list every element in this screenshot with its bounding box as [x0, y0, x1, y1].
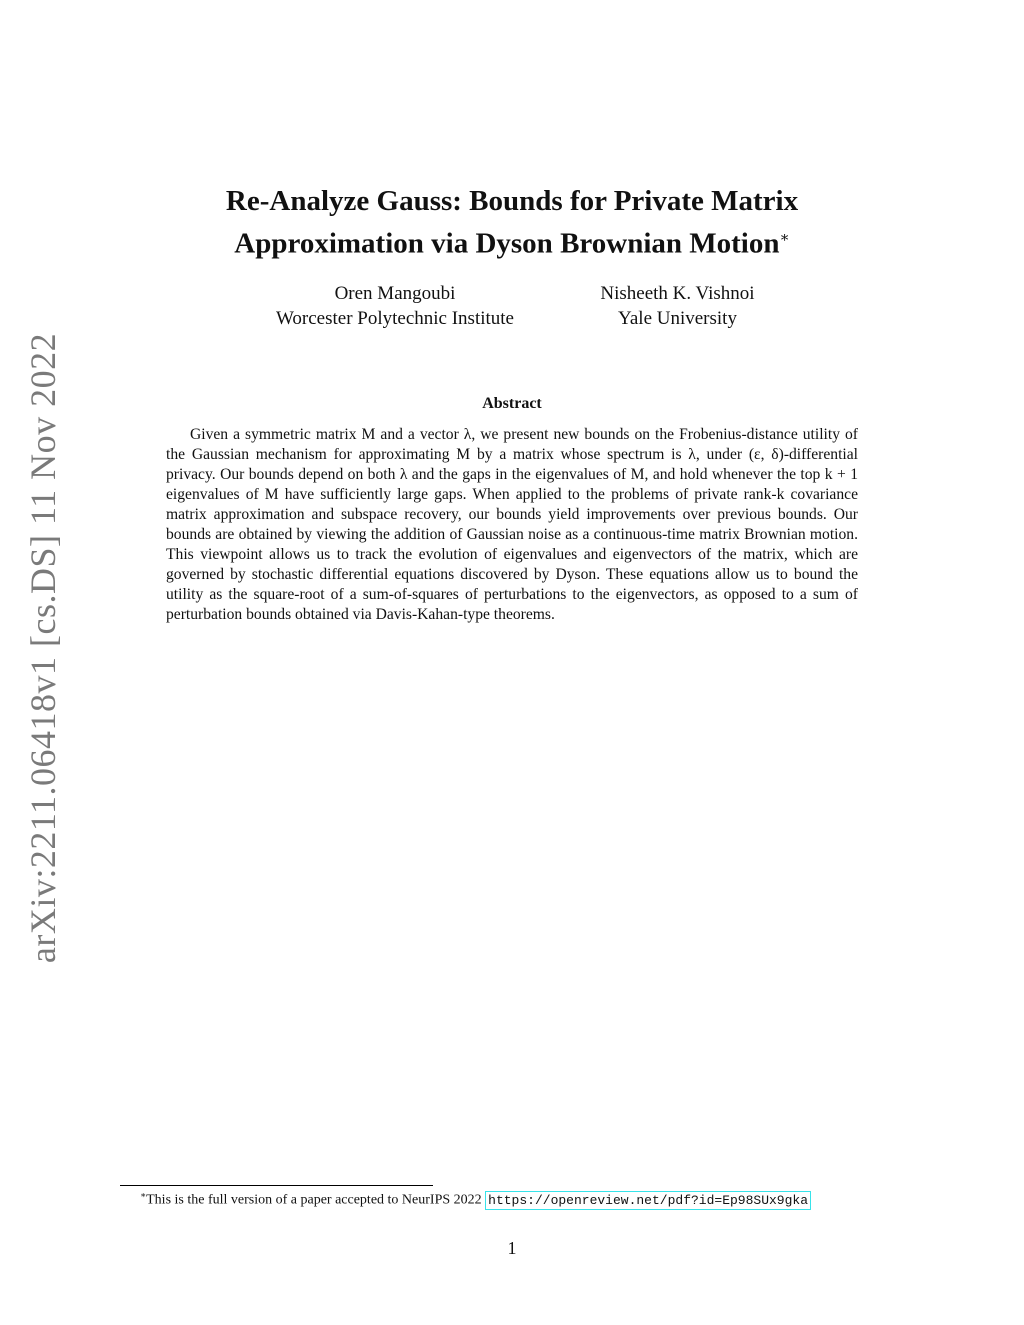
author-affiliation: Worcester Polytechnic Institute: [275, 308, 514, 329]
author-affiliation: Yale University: [618, 308, 737, 329]
title-line-1: Re-Analyze Gauss: Bounds for Private Matrix: [225, 185, 799, 217]
arxiv-identifier-text: arXiv:2211.06418v1 [cs.DS] 11 Nov 2022: [23, 332, 63, 963]
arxiv-identifier-stamp: [14, 332, 72, 963]
footnote-link[interactable]: https://openreview.net/pdf?id=Ep98SUx9gka: [485, 1191, 811, 1210]
author-list: [0, 281, 1024, 341]
author-2: [560, 281, 795, 331]
title-footnote-marker: ∗: [779, 230, 790, 246]
footnote-text: This is the full version of a paper accepted to NeurIPS 2022: [146, 1192, 482, 1208]
footnote-marker: ∗: [140, 1190, 147, 1200]
author-1: [240, 281, 550, 331]
abstract-body: Given a symmetric matrix M and a vector λ, we present new bounds on the Frobenius-distance utility of the Gaussian mechanism for approximating M by a matrix whose spectrum is λ, under (ε, δ)-differential privacy. Our bounds depend on both λ and the gaps in the eigenvalues of M, and hold whenever the top k + 1 eigenvalues of M have sufficiently large gaps. When applied to the problems of private rank-k covariance matrix approximation and subspace recovery, our bounds yield improvements over previous bounds. Our bounds are obtained by viewing the addition of Gaussian noise as a continuous-time matrix Brownian motion. This viewpoint allows us to track the evolution of eigenvalues and eigenvectors of the matrix, which are governed by stochastic differential equations discovered by Dyson. These equations allow us to bound the utility as the square-root of a sum-of-squares of perturbations to the eigenvectors, as opposed to a sum of perturbation bounds obtained via Davis-Kahan-type theorems.: [166, 426, 858, 623]
page-number: 1: [507, 1238, 517, 1258]
title-line-2-wrapper: [120, 220, 904, 263]
paper-title: [120, 183, 904, 263]
title-line-2: Approximation via Dyson Brownian Motion: [234, 227, 780, 260]
abstract-heading: Abstract: [482, 395, 542, 412]
author-name: Oren Mangoubi: [334, 283, 456, 304]
footnote-divider: [120, 1185, 433, 1186]
author-name: Nisheeth K. Vishnoi: [600, 283, 755, 304]
footnote: [140, 1190, 811, 1209]
